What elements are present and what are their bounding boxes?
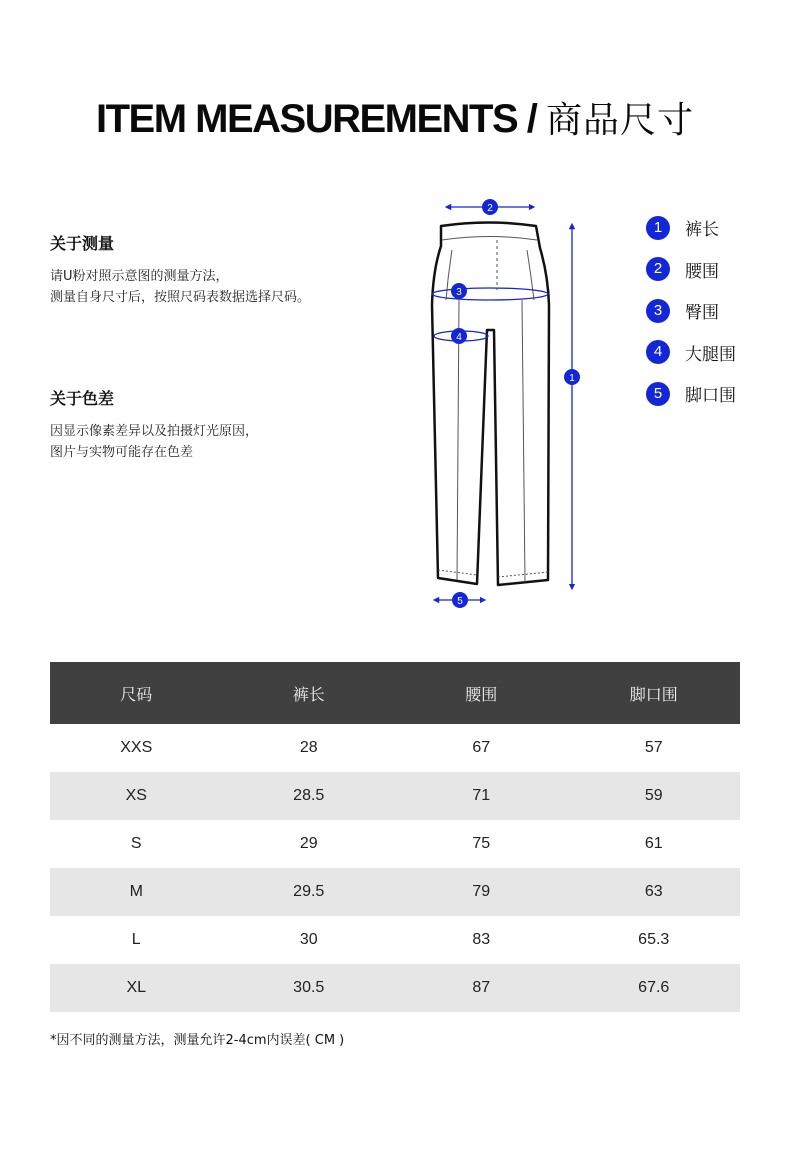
legend-item-thigh <box>646 332 736 374</box>
pants-diagram <box>400 190 600 620</box>
cell-length: 28 <box>299 739 318 756</box>
cell-waist: 71 <box>395 772 568 820</box>
color-note <box>50 386 380 463</box>
cell-waist: 75 <box>472 835 491 852</box>
table-row <box>50 724 740 772</box>
svg-text:1: 1 <box>569 373 575 384</box>
cell-size: M <box>50 868 223 916</box>
svg-text:3: 3 <box>456 287 462 298</box>
measurement-legend <box>646 207 736 415</box>
legend-label: 脚口围 <box>685 386 736 407</box>
color-note-line2: 图片与实物可能存在色差 <box>50 445 194 460</box>
header-size: 尺码 <box>50 662 223 724</box>
cell-waist: 79 <box>395 868 568 916</box>
cell-hem: 59 <box>568 772 741 820</box>
cell-hem: 67.6 <box>568 964 741 1012</box>
cell-length: 29 <box>299 835 318 852</box>
marker-3 <box>451 283 467 299</box>
measure-note-heading: 关于测量 <box>50 234 115 253</box>
legend-number: 3 <box>646 299 670 323</box>
legend-label: 裤长 <box>685 220 719 241</box>
measure-note-line1: 请U粉对照示意图的测量方法， <box>50 269 229 284</box>
cell-hem: 61 <box>644 835 663 852</box>
legend-label: 臀围 <box>685 303 719 324</box>
cell-size: XS <box>50 772 223 820</box>
cell-length: 28.5 <box>223 772 396 820</box>
svg-text:2: 2 <box>487 203 493 214</box>
svg-text:4: 4 <box>456 332 462 343</box>
marker-5 <box>452 592 468 608</box>
marker-2 <box>482 199 498 215</box>
color-note-heading: 关于色差 <box>50 389 115 408</box>
legend-item-hem <box>646 373 736 415</box>
header-length: 裤长 <box>223 662 396 724</box>
cell-waist: 67 <box>472 739 491 756</box>
cell-size: L <box>131 931 141 948</box>
legend-label: 大腿围 <box>685 344 736 365</box>
page-title-en: ITEM MEASUREMENTS / <box>95 97 537 141</box>
svg-text:5: 5 <box>457 596 463 607</box>
measure-note <box>50 231 380 308</box>
measurement-footnote: *因不同的测量方法，测量允许2-4cm内误差( CM ) <box>50 1033 345 1048</box>
header-waist: 腰围 <box>395 662 568 724</box>
color-note-line1: 因显示像素差异以及拍摄灯光原因， <box>50 424 259 439</box>
legend-item-hip <box>646 290 736 332</box>
cell-length: 30.5 <box>223 964 396 1012</box>
measure-note-line2: 测量自身尺寸后，按照尺码表数据选择尺码。 <box>50 290 311 305</box>
cell-waist: 87 <box>395 964 568 1012</box>
legend-number: 4 <box>646 340 670 364</box>
cell-waist: 83 <box>472 931 491 948</box>
marker-1 <box>564 369 580 385</box>
legend-number: 2 <box>646 257 670 281</box>
table-row <box>50 868 740 916</box>
cell-length: 29.5 <box>223 868 396 916</box>
legend-item-waist <box>646 249 736 291</box>
cell-hem: 63 <box>568 868 741 916</box>
marker-4 <box>451 328 467 344</box>
legend-number: 5 <box>646 382 670 406</box>
header-hem: 脚口围 <box>568 662 741 724</box>
cell-size: S <box>130 835 142 852</box>
legend-number: 1 <box>646 216 670 240</box>
cell-size: XL <box>50 964 223 1012</box>
table-row <box>50 772 740 820</box>
table-row <box>50 964 740 1012</box>
table-row <box>50 916 740 964</box>
page-title <box>0 92 790 143</box>
table-row <box>50 820 740 868</box>
legend-label: 腰围 <box>685 261 719 282</box>
cell-length: 30 <box>299 931 318 948</box>
legend-item-length <box>646 207 736 249</box>
cell-hem: 57 <box>644 739 663 756</box>
cell-size: XXS <box>120 739 153 756</box>
cell-hem: 65.3 <box>638 931 670 948</box>
size-table <box>50 662 740 1012</box>
page-title-cn: 商品尺寸 <box>546 100 695 141</box>
table-header-row <box>50 662 740 724</box>
